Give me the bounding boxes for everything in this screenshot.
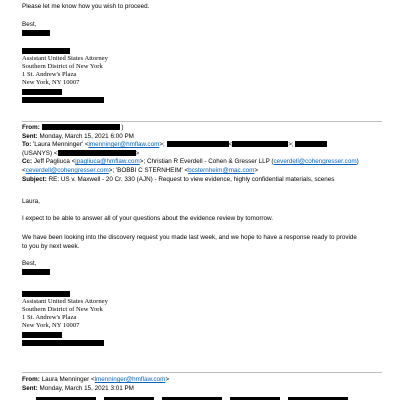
cc-label-1: Cc: — [22, 158, 33, 166]
cc-3-close: > — [254, 166, 259, 174]
intro-line: Please let me know how you wish to proceed. — [22, 3, 150, 10]
cc-2-open: < — [22, 166, 26, 174]
sig2-street: 1 St. Andrew's Plaza — [22, 314, 77, 321]
to-row-1b — [22, 150, 359, 159]
email-header-2 — [22, 376, 169, 393]
sent-row-1 — [22, 133, 359, 142]
sig1-street: 1 St. Andrew's Plaza — [22, 71, 77, 78]
usanys-close: > — [135, 149, 140, 157]
redaction-sig2-email — [22, 340, 104, 346]
redaction-name-top — [22, 30, 50, 36]
signature-block-1 — [22, 55, 108, 87]
sig1-city: New York, NY 10007 — [22, 79, 80, 86]
from-email-link-2[interactable]: lmenninger@hmflaw.com — [94, 376, 166, 383]
cc-1-mid: >; Christian R Everdell - Cohen & Gresser LLP ( — [139, 158, 274, 166]
body-para-2 — [22, 234, 357, 251]
to-email-link[interactable]: lmenninger@hmflaw.com — [88, 141, 160, 149]
subject-value-1: RE: US v. Maxwell - 20 Cr. 330 (AJN) - Request to view evidence, highly confidential materials, scenes — [48, 175, 335, 183]
cc-3-mid: >; 'BOBBI C STERNHEIM' < — [108, 166, 189, 174]
from-label-1: From: — [22, 124, 40, 131]
redaction-sig2-phone — [22, 332, 62, 338]
signature-block-2 — [22, 298, 108, 330]
cc-3-email-link[interactable]: bcsternheim@mac.com — [188, 166, 255, 174]
divider-2 — [22, 372, 382, 373]
cc-row-1b — [22, 167, 359, 176]
email-header-1 — [22, 124, 359, 184]
sent-label-2: Sent: — [22, 384, 38, 392]
sent-row-2 — [22, 385, 169, 394]
closing-top: Best, — [22, 21, 37, 28]
redaction-body-name — [22, 269, 50, 275]
redaction-sig1-name — [22, 48, 70, 54]
redaction-usanys-email — [58, 150, 136, 156]
sig2-city: New York, NY 10007 — [22, 322, 80, 329]
subject-row-1 — [22, 176, 359, 185]
to-sep1: < — [228, 141, 233, 149]
redaction-sig1-phone — [22, 89, 62, 95]
divider-1 — [22, 121, 382, 122]
from-row-1 — [22, 124, 359, 133]
to-prefix: 'Laura Menninger' < — [33, 141, 89, 149]
cc-2-email-link[interactable]: ceverdell@cohengresser.com — [273, 158, 357, 166]
salutation: Laura, — [22, 198, 40, 205]
body-para-1: I expect to be able to answer all of your questions about the evidence review by tomorrow. — [22, 215, 273, 222]
redaction-from-1 — [42, 124, 120, 130]
from-close-1: ) — [121, 124, 124, 131]
body-para-2-line2: to you by next week. — [22, 242, 80, 250]
sent-value-1: Monday, March 15, 2021 6:00 PM — [39, 132, 134, 140]
to-label-1: To: — [22, 141, 32, 149]
from-label-2: From: — [22, 376, 40, 383]
sig2-office: Southern District of New York — [22, 306, 103, 313]
to-row-1 — [22, 141, 359, 150]
redaction-to-1 — [167, 141, 229, 147]
sent-value-2: Monday, March 15, 2021 3:01 PM — [39, 384, 134, 392]
sent-label-1: Sent: — [22, 132, 38, 140]
to-sep2: >; — [288, 141, 294, 149]
to-suffix: >; — [159, 141, 165, 149]
body-para-2-line1: We have been looking into the discovery request you made last week, and we hope to have a response ready to provide — [22, 234, 357, 241]
sig1-title: Assistant United States Attorney — [22, 55, 108, 62]
subject-label-1: Subject: — [22, 175, 47, 183]
cc-2-close: ) — [356, 158, 359, 166]
from-value-2: Laura Menninger < — [41, 376, 95, 383]
cc-1-name: Jeff Pagliuca < — [33, 158, 76, 166]
cc-2b-email-link[interactable]: ceverdell@cohengresser.com — [25, 166, 109, 174]
redaction-sig2-name — [22, 291, 70, 297]
sig1-office: Southern District of New York — [22, 63, 103, 70]
redaction-to-3 — [295, 141, 327, 147]
usanys-text: (USANYS) < — [22, 149, 58, 157]
body-closing: Best, — [22, 260, 37, 267]
sig2-title: Assistant United States Attorney — [22, 298, 108, 305]
from-row-2 — [22, 376, 169, 385]
cc-1-email-link[interactable]: jpagliuca@hmflaw.com — [75, 158, 140, 166]
redaction-sig1-email — [22, 97, 104, 103]
cc-row-1 — [22, 158, 359, 167]
redaction-to-2 — [232, 141, 288, 147]
from-close-2: > — [165, 376, 170, 383]
